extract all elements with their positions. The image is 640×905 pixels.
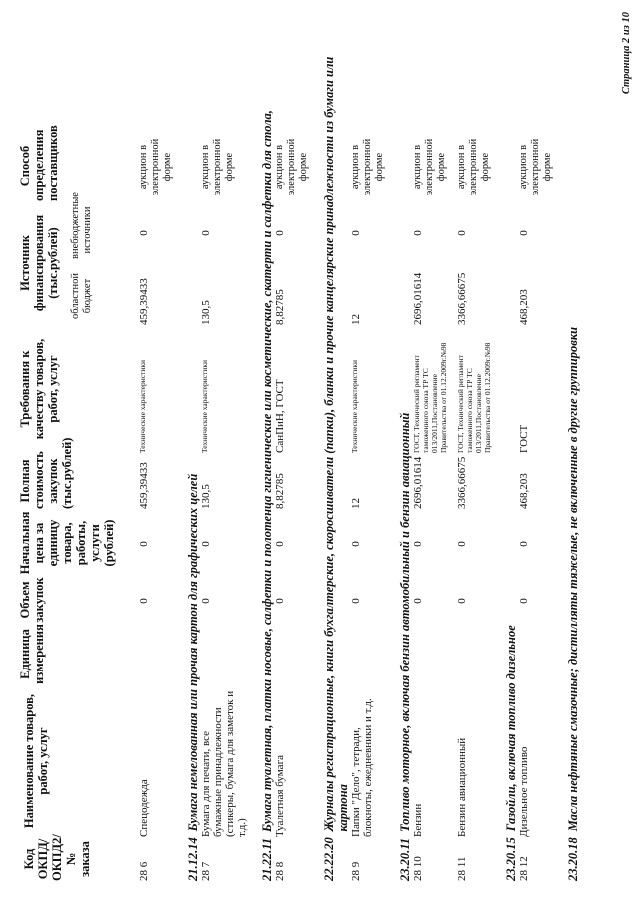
row-code: 28 10: [412, 856, 424, 881]
group-code: 21.12.14: [186, 837, 200, 881]
row-requirements: Технические характеристики: [350, 359, 359, 453]
row-name: Папки "Дело", тетради, блокноты, ежедневники и т.д.: [350, 698, 374, 837]
table-row: [200, 11, 248, 881]
row-name: Дизельное топливо: [518, 746, 530, 837]
header-full-cost: Полная стоимость закупок (тыс.рублей): [18, 437, 74, 509]
group-header: [322, 11, 350, 881]
header-start-price: Начальная цена за единицу товара, работы, услуги (рублей): [18, 511, 116, 575]
header-volume: Объем закупок: [18, 577, 46, 623]
header-requirements: Требования к качеству товаров, работ, услуг: [18, 338, 60, 440]
group-code: 22.22.20: [322, 837, 336, 881]
header-finance-subcolumns: [70, 192, 94, 325]
header-method: Способ определения поставщиков: [18, 125, 60, 201]
row-cost: 130,5: [200, 484, 212, 509]
header-finance-title: Источник финансирования (тыс.рублей): [18, 214, 60, 312]
row-requirements: ГОСТ, Технический регламент таможенного союза ТР ТС 013/2011,Постановление Правительства от 01.12.2009г.№98: [456, 342, 492, 453]
row-cost: 2696,01614: [412, 456, 424, 509]
group-code: 21.22.11: [260, 837, 274, 881]
table-row: [274, 11, 310, 881]
row-requirements: Технические характеристики: [138, 359, 147, 453]
group-header: [186, 11, 200, 881]
row-extra: 0: [518, 230, 530, 236]
row-cost: 12: [350, 498, 362, 509]
row-code: 28 9: [350, 861, 362, 881]
group-code: 23.20.18: [566, 837, 580, 881]
row-price: 0: [412, 541, 424, 547]
row-price: 0: [518, 541, 530, 547]
row-price: 0: [200, 541, 212, 547]
row-method: аукцион в электронной форме: [200, 138, 235, 196]
header-finance-regional: областной бюджет: [70, 273, 93, 319]
row-name: Туалетная бумага: [274, 755, 286, 837]
row-extra: 0: [350, 230, 362, 236]
group-header: [398, 11, 412, 881]
table-header: [18, 11, 116, 881]
group-code: 23.20.11: [398, 837, 412, 881]
row-regional: 2696,01614: [412, 272, 424, 325]
row-requirements: Технические характеристики: [200, 359, 209, 453]
row-extra: 0: [456, 230, 468, 236]
row-cost: 459,39433: [138, 462, 150, 509]
row-code: 28 11: [456, 856, 468, 881]
row-name: Бумага для печати, все бумажные принадлежности (стикеры, бумага для заметок и т.д.): [200, 690, 248, 837]
row-volume: 0: [350, 598, 362, 604]
group-header: [504, 11, 518, 881]
row-price: 0: [274, 541, 286, 547]
row-cost: 468,203: [518, 473, 530, 509]
row-name: Бензин: [412, 803, 424, 837]
row-price: 0: [138, 541, 150, 547]
table-row: [456, 11, 492, 881]
row-extra: 0: [138, 230, 150, 236]
table-row: [350, 11, 386, 881]
row-method: аукцион в электронной форме: [456, 138, 491, 196]
group-header: [260, 11, 274, 881]
header-finance-extra: внебюджетные источники: [70, 192, 93, 259]
row-volume: 0: [200, 598, 212, 604]
procurement-table: [18, 11, 580, 881]
group-title: Бумага немелованная или прочая картон для графических целей: [186, 473, 200, 832]
row-regional: 12: [350, 314, 362, 325]
group-title: Бумага туалетная, платки носовые, салфетки и полотенца гигиенические или косметические, скатерти и салфетки для стола,: [260, 110, 274, 832]
row-price: 0: [350, 541, 362, 547]
group-title: Журналы регистрационные, книги бухгалтерские, скоросшиватели (папки), бланки и прочие канцелярские принадлежности из бумаги или картона: [322, 56, 350, 832]
header-name: Наименование товаров, работ, услуг: [22, 693, 50, 829]
row-extra: 0: [274, 230, 286, 236]
row-extra: 0: [412, 230, 424, 236]
row-volume: 0: [274, 598, 286, 604]
group-title: Топливо моторное, включая бензин автомобильный и бензин авиационный: [398, 412, 412, 832]
header-unit: Единица измерения: [18, 624, 46, 684]
row-regional: 3366,66675: [456, 272, 468, 325]
row-method: аукцион в электронной форме: [518, 138, 553, 196]
table-row: [138, 11, 174, 881]
row-requirements: СанПиН, ГОСТ: [274, 379, 286, 453]
header-code: Код ОКПД/ ОКПД2/ № заказа: [22, 834, 92, 881]
row-requirements: ГОСТ, Технический регламент таможенного союза ТР ТС 013/2011,Постановление Правительства от 01.12.2009г.№98: [412, 342, 448, 453]
group-title: Газойли, включая топливо дизельное: [504, 625, 518, 832]
row-requirements: ГОСТ: [518, 424, 530, 453]
row-volume: 0: [518, 598, 530, 604]
row-name: Бензин авиационный: [456, 737, 468, 837]
row-regional: 8,82785: [274, 289, 286, 325]
page-number: Страница 2 из 10: [621, 12, 632, 95]
row-regional: 468,203: [518, 289, 530, 325]
row-price: 0: [456, 541, 468, 547]
row-volume: 0: [412, 598, 424, 604]
row-cost: 3366,66675: [456, 456, 468, 509]
row-code: 28 7: [200, 861, 212, 881]
row-volume: 0: [456, 598, 468, 604]
table-row: [518, 11, 554, 881]
row-regional: 130,5: [200, 300, 212, 325]
row-extra: 0: [200, 230, 212, 236]
group-header: [566, 11, 580, 881]
row-method: аукцион в электронной форме: [350, 138, 385, 196]
header-finance: [18, 192, 94, 325]
row-regional: 459,39433: [138, 278, 150, 325]
row-code: 28 12: [518, 856, 530, 881]
row-volume: 0: [138, 598, 150, 604]
table-row: [412, 11, 448, 881]
row-method: аукцион в электронной форме: [412, 138, 447, 196]
row-cost: 8,82785: [274, 473, 286, 509]
group-code: 23.20.15: [504, 837, 518, 881]
row-code: 28 6: [138, 861, 150, 881]
row-method: аукцион в электронной форме: [138, 138, 173, 196]
row-name: Спецодежда: [138, 779, 150, 837]
group-title: Масла нефтяные смазочные; дистилляты тяжелые, не включенные в другие группировки: [566, 326, 580, 832]
row-code: 28 8: [274, 861, 286, 881]
row-method: аукцион в электронной форме: [274, 138, 309, 196]
